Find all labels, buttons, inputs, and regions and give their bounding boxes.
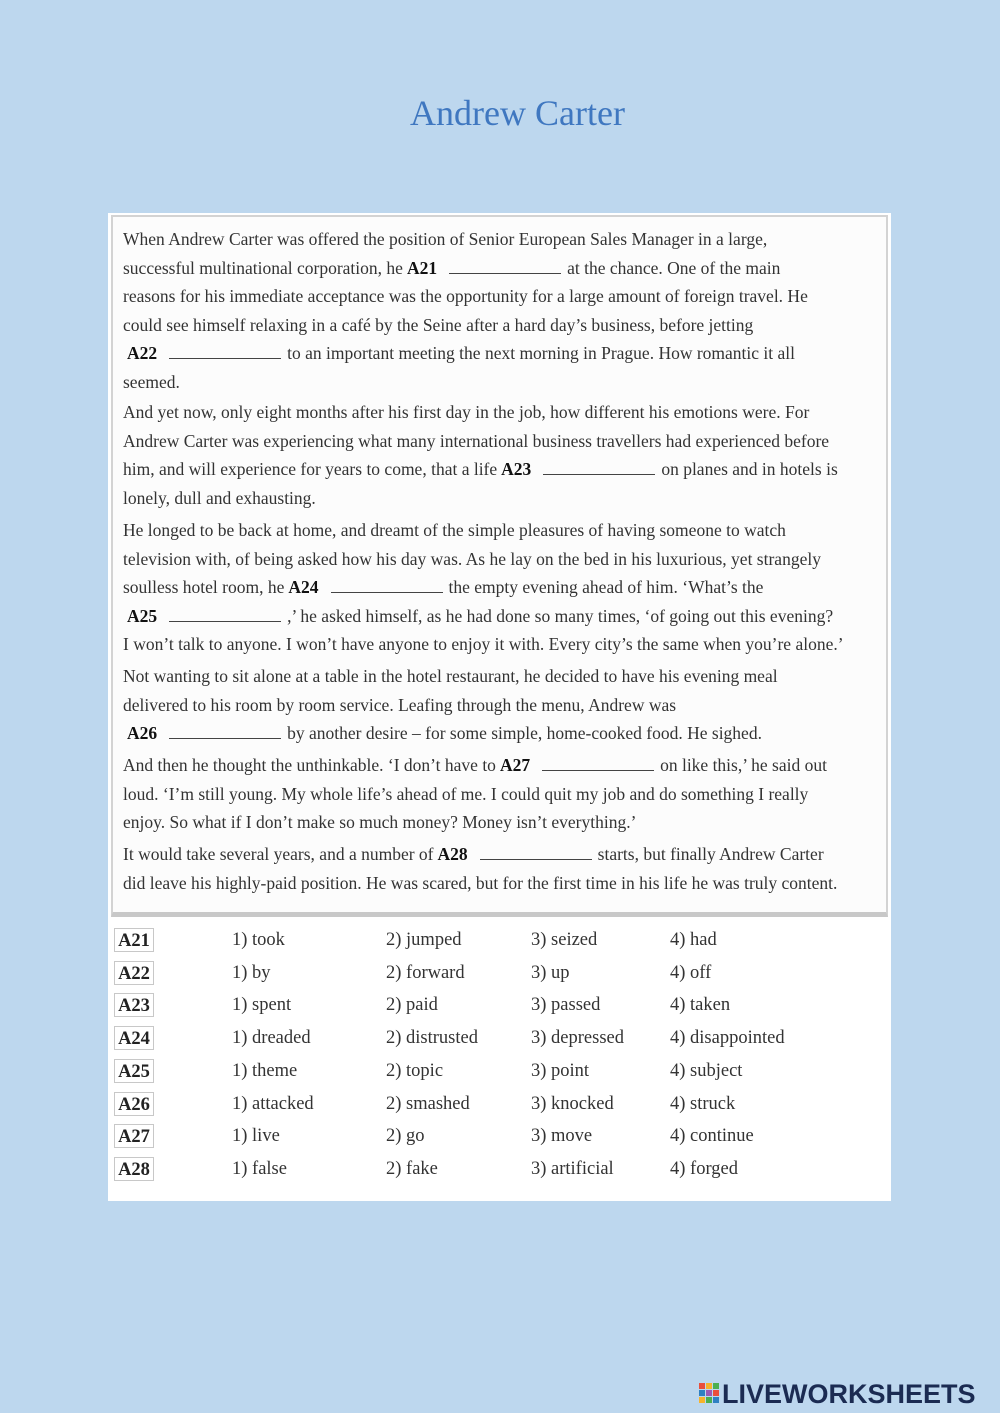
option-2[interactable]: 2) distrusted bbox=[386, 1028, 478, 1049]
question-label: A25 bbox=[114, 1059, 154, 1083]
option-4[interactable]: 4) forged bbox=[670, 1158, 738, 1179]
paragraph-3 bbox=[123, 516, 893, 659]
option-4[interactable]: 4) off bbox=[670, 962, 712, 983]
passage-line bbox=[123, 719, 893, 748]
passage-line bbox=[123, 602, 893, 631]
logo-icon bbox=[698, 1381, 720, 1407]
option-row bbox=[108, 1023, 891, 1053]
question-number: A28 bbox=[437, 844, 468, 864]
passage-line bbox=[123, 691, 893, 720]
passage-text: on like this,’ he said out bbox=[660, 755, 827, 775]
option-row bbox=[108, 1121, 891, 1151]
passage-line bbox=[123, 516, 893, 545]
option-3[interactable]: 3) artificial bbox=[531, 1158, 614, 1179]
answer-blank[interactable] bbox=[543, 458, 655, 475]
answer-blank[interactable] bbox=[542, 754, 654, 771]
passage-line bbox=[123, 780, 893, 809]
question-label: A23 bbox=[114, 993, 154, 1017]
answer-blank[interactable] bbox=[480, 843, 592, 860]
paragraph-1 bbox=[123, 225, 893, 396]
paragraph-4 bbox=[123, 662, 893, 748]
option-1[interactable]: 1) false bbox=[232, 1158, 287, 1179]
option-3[interactable]: 3) move bbox=[531, 1126, 593, 1147]
passage-line bbox=[123, 545, 893, 574]
passage-text: And yet now, only eight months after his first day in the job, how different his emotions were. For bbox=[123, 402, 810, 422]
passage-text: He longed to be back at home, and dreamt of the simple pleasures of having someone to watch bbox=[123, 520, 786, 540]
passage-line bbox=[123, 339, 893, 368]
option-row bbox=[108, 1154, 891, 1184]
passage-text: loud. ‘I’m still young. My whole life’s ahead of me. I could quit my job and do something I really bbox=[123, 783, 809, 804]
option-row bbox=[108, 958, 891, 988]
option-4[interactable]: 4) disappointed bbox=[670, 1028, 785, 1049]
passage-line bbox=[123, 225, 893, 254]
option-1[interactable]: 1) dreaded bbox=[232, 1028, 311, 1049]
option-2[interactable]: 2) go bbox=[386, 1126, 425, 1147]
option-2[interactable]: 2) smashed bbox=[386, 1093, 470, 1114]
passage-text: Not wanting to sit alone at a table in the hotel restaurant, he decided to have his evening meal bbox=[123, 666, 778, 686]
passage-text: ,’ he asked himself, as he had done so many times, ‘of going out this evening? bbox=[287, 605, 834, 626]
passage-line bbox=[123, 311, 893, 340]
passage-text: did leave his highly-paid position. He was scared, but for the first time in his life he was truly content. bbox=[123, 872, 838, 893]
question-label: A22 bbox=[114, 961, 154, 985]
liveworksheets-logo bbox=[698, 1377, 998, 1411]
page-title: Andrew Carter bbox=[410, 93, 625, 133]
answer-blank[interactable] bbox=[331, 576, 443, 593]
option-row bbox=[108, 990, 891, 1020]
option-3[interactable]: 3) passed bbox=[531, 995, 601, 1016]
passage-line bbox=[123, 630, 893, 659]
answer-blank[interactable] bbox=[169, 605, 281, 622]
passage-text: at the chance. One of the main bbox=[567, 257, 781, 278]
answer-blank[interactable] bbox=[169, 342, 281, 359]
option-2[interactable]: 2) jumped bbox=[386, 930, 462, 950]
passage-line bbox=[123, 869, 893, 898]
option-2[interactable]: 2) topic bbox=[386, 1060, 444, 1081]
question-number: A23 bbox=[501, 459, 532, 479]
option-3[interactable]: 3) knocked bbox=[531, 1093, 614, 1114]
passage-text: by another desire – for some simple, home-cooked food. He sighed. bbox=[287, 723, 762, 743]
option-1[interactable]: 1) live bbox=[232, 1126, 280, 1147]
logo-text: LIVEWORKSHEETS bbox=[722, 1379, 976, 1409]
option-4[interactable]: 4) subject bbox=[670, 1060, 743, 1081]
option-4[interactable]: 4) had bbox=[670, 930, 717, 950]
passage-line bbox=[123, 254, 893, 283]
passage-line bbox=[123, 455, 893, 484]
option-1[interactable]: 1) by bbox=[232, 962, 271, 983]
option-row bbox=[108, 925, 891, 955]
passage-line bbox=[123, 751, 893, 780]
option-2[interactable]: 2) paid bbox=[386, 995, 438, 1016]
paragraph-5 bbox=[123, 751, 893, 837]
option-2[interactable]: 2) forward bbox=[386, 962, 465, 983]
passage-text: And then he thought the unthinkable. ‘I don’t have to bbox=[123, 755, 496, 775]
question-number: A27 bbox=[499, 755, 531, 775]
passage-text: I won’t talk to anyone. I won’t have anyone to enjoy it with. Every city’s the same when you’re alone.’ bbox=[123, 634, 844, 654]
question-label: A24 bbox=[114, 1026, 154, 1050]
passage-text: Andrew Carter was experiencing what many international business travellers had experienced before bbox=[123, 430, 830, 451]
question-label: A27 bbox=[114, 1124, 154, 1148]
passage-line bbox=[123, 368, 893, 397]
option-1[interactable]: 1) spent bbox=[232, 995, 292, 1016]
option-2[interactable]: 2) fake bbox=[386, 1158, 438, 1179]
worksheet-sheet bbox=[108, 213, 891, 1201]
passage-text: delivered to his room by room service. Leafing through the menu, Andrew was bbox=[123, 694, 677, 715]
passage-text: When Andrew Carter was offered the position of Senior European Sales Manager in a large, bbox=[123, 229, 768, 249]
passage-line bbox=[123, 808, 893, 837]
option-3[interactable]: 3) seized bbox=[531, 930, 598, 950]
option-4[interactable]: 4) continue bbox=[670, 1126, 754, 1147]
passage-line bbox=[123, 662, 893, 691]
option-row bbox=[108, 1056, 891, 1086]
reading-passage bbox=[111, 215, 888, 917]
passage-text: television with, of being asked how his day was. As he lay on the bed in his luxurious, yet strangely bbox=[123, 548, 821, 569]
passage-text: the empty evening ahead of him. ‘What’s the bbox=[448, 577, 764, 597]
option-1[interactable]: 1) took bbox=[232, 930, 285, 950]
option-3[interactable]: 3) point bbox=[531, 1060, 590, 1081]
passage-line bbox=[123, 282, 893, 311]
question-label: A26 bbox=[114, 1092, 154, 1116]
passage-line bbox=[123, 573, 893, 602]
paragraph-6 bbox=[123, 840, 893, 897]
option-4[interactable]: 4) taken bbox=[670, 995, 731, 1016]
answer-blank[interactable] bbox=[449, 257, 561, 274]
paragraph-2 bbox=[123, 398, 893, 512]
passage-line bbox=[123, 427, 893, 456]
passage-text: enjoy. So what if I don’t make so much money? Money isn’t everything.’ bbox=[123, 812, 637, 832]
passage-text: reasons for his immediate acceptance was the opportunity for a large amount of foreign travel. He bbox=[123, 286, 808, 306]
question-label: A21 bbox=[114, 928, 154, 952]
question-number: A26 bbox=[127, 723, 158, 743]
passage-text: could see himself relaxing in a café by the Seine after a hard day’s business, before jetting bbox=[123, 314, 754, 335]
passage-text: soulless hotel room, he bbox=[123, 577, 285, 597]
option-3[interactable]: 3) depressed bbox=[531, 1028, 624, 1049]
question-number: A22 bbox=[127, 343, 158, 363]
option-3[interactable]: 3) up bbox=[531, 962, 570, 983]
question-label: A28 bbox=[114, 1157, 154, 1181]
question-number: A24 bbox=[288, 577, 319, 597]
passage-text: lonely, dull and exhausting. bbox=[123, 487, 316, 508]
passage-text: to an important meeting the next morning in Prague. How romantic it all bbox=[287, 343, 796, 363]
option-4[interactable]: 4) struck bbox=[670, 1093, 736, 1114]
passage-line bbox=[123, 398, 893, 427]
passage-text: starts, but finally Andrew Carter bbox=[597, 844, 824, 864]
question-number: A21 bbox=[406, 257, 438, 278]
passage-text: seemed. bbox=[123, 371, 180, 392]
option-1[interactable]: 1) attacked bbox=[232, 1093, 314, 1114]
question-number: A25 bbox=[127, 605, 158, 626]
passage-text: successful multinational corporation, he bbox=[123, 257, 403, 278]
passage-line bbox=[123, 840, 893, 869]
passage-text: It would take several years, and a number of bbox=[123, 844, 434, 864]
answer-blank[interactable] bbox=[169, 722, 281, 739]
option-row bbox=[108, 1089, 891, 1119]
passage-text: him, and will experience for years to come, that a life bbox=[123, 459, 498, 479]
passage-line bbox=[123, 484, 893, 513]
passage-text: on planes and in hotels is bbox=[661, 459, 838, 479]
option-1[interactable]: 1) theme bbox=[232, 1060, 298, 1081]
